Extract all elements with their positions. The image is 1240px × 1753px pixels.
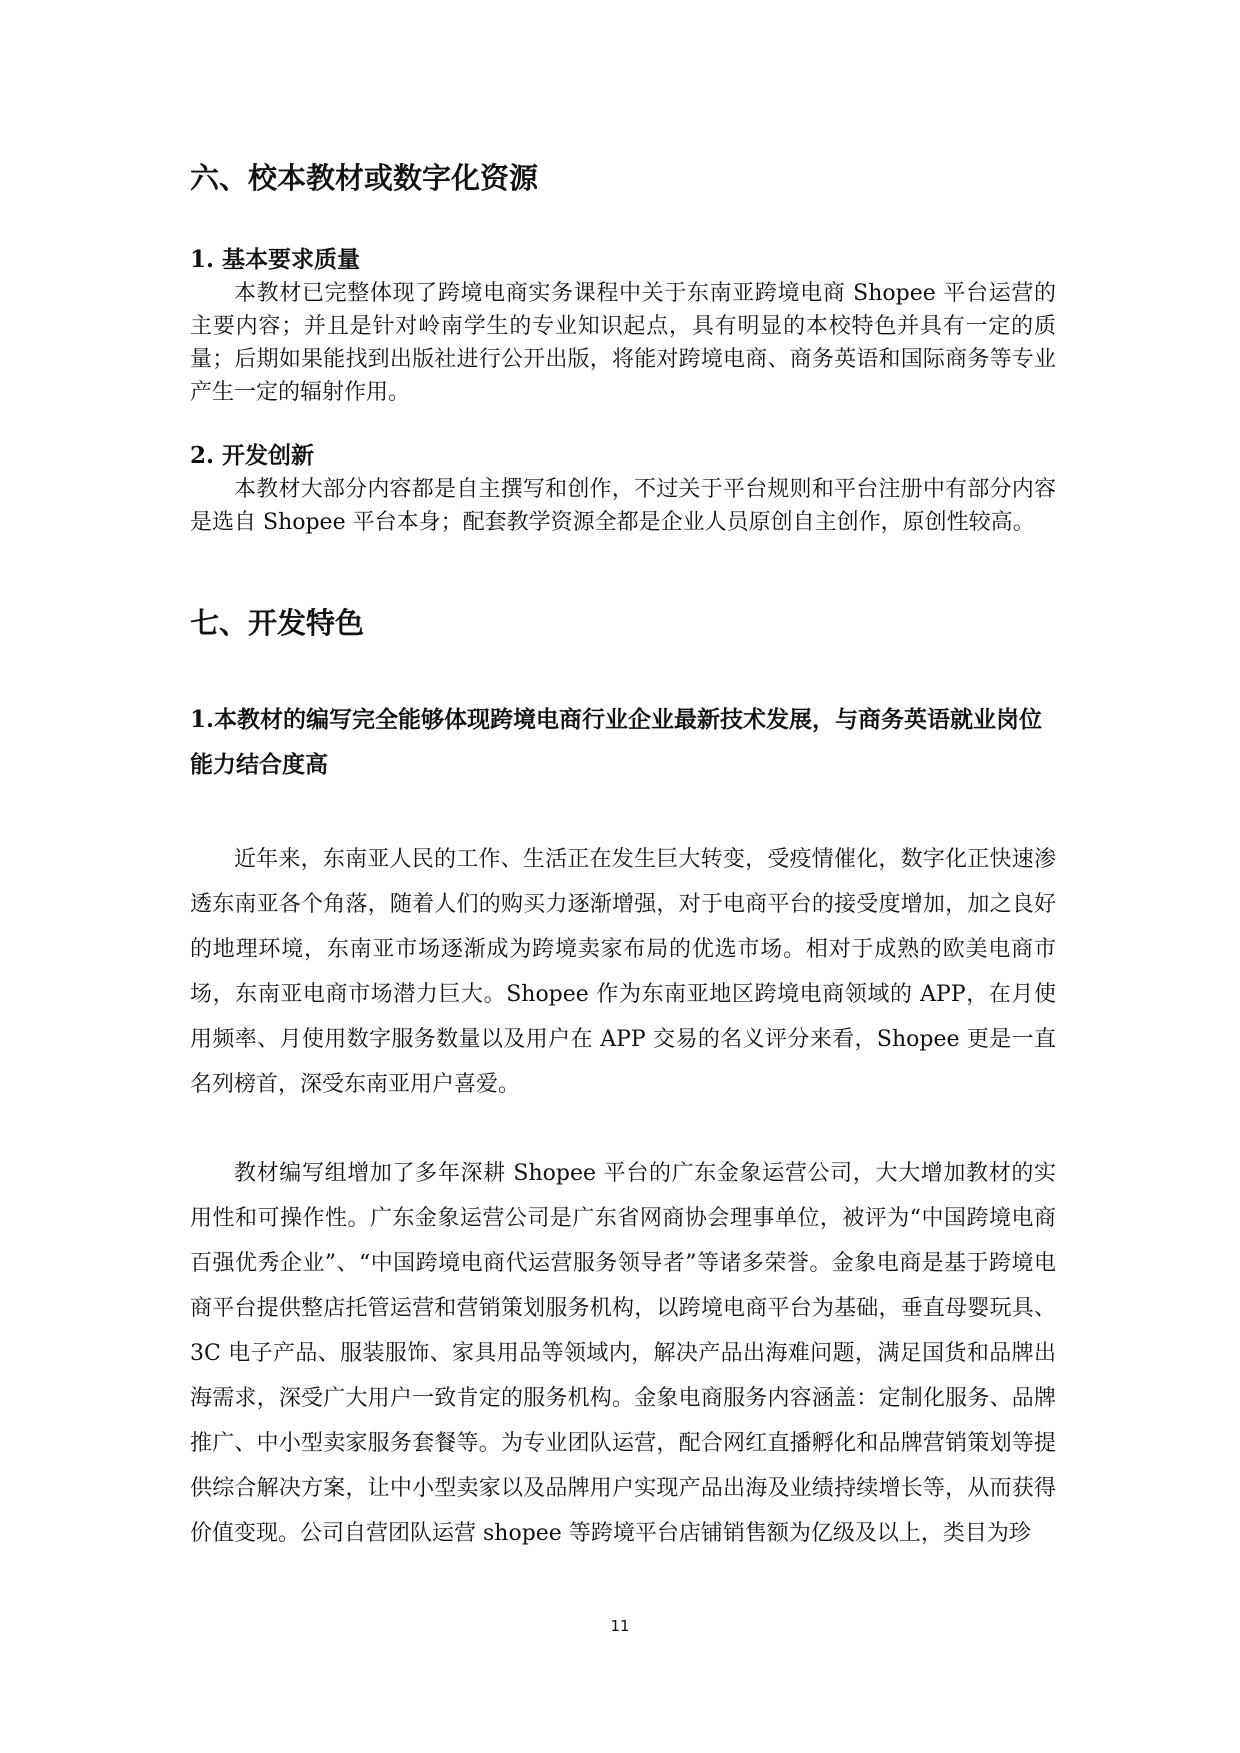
section-6-1-body: 本教材已完整体现了跨境电商实务课程中关于东南亚跨境电商 Shopee 平台运营的主要内容；并且是针对岭南学生的专业知识起点，具有明显的本校特色并具有一定的质量；后期如果能找到出版社进行公开出版，将能对跨境电商、商务英语和国际商务等专业产生一定的辐射作用。: [190, 281, 1056, 405]
section-6-2-heading: 2. 开发创新: [190, 442, 315, 469]
section-6-heading: 六、校本教材或数字化资源: [190, 161, 539, 195]
section-7-heading: 七、开发特色: [190, 606, 365, 640]
section-7-1-paragraph-1: 近年来，东南亚人民的工作、生活正在发生巨大转变，受疫情催化，数字化正快速渗透东南亚各个角落，随着人们的购买力逐渐增强，对于电商平台的接受度增加，加之良好的地理环境，东南亚市场逐渐成为跨境卖家布局的优选市场。相对于成熟的欧美电商市场，东南亚电商市场潜力巨大。Shopee 作为东南亚地区跨境电商领域的 APP，在月使用频率、月使用数字服务数量以及用户在 APP 交易的名义评分来看，Shopee 更是一直名列榜首，深受东南亚用户喜爱。: [190, 847, 1056, 1097]
section-6-1-heading: 1. 基本要求质量: [190, 246, 361, 273]
section-7-1-heading: 1.本教材的编写完全能够体现跨境电商行业企业最新技术发展，与商务英语就业岗位能力结合度高: [190, 706, 1043, 778]
section-6-2-body: 本教材大部分内容都是自主撰写和创作，不过关于平台规则和平台注册中有部分内容是选自 Shopee 平台本身；配套教学资源全都是企业人员原创自主创作，原创性较高。: [190, 477, 1056, 535]
page-number: 11: [610, 1617, 630, 1635]
section-7-1-paragraph-2: 教材编写组增加了多年深耕 Shopee 平台的广东金象运营公司，大大增加教材的实用性和可操作性。广东金象运营公司是广东省网商协会理事单位，被评为“中国跨境电商百强优秀企业”、“中国跨境电商代运营服务领导者”等诸多荣誉。金象电商是基于跨境电商平台提供整店托管运营和营销策划服务机构，以跨境电商平台为基础，垂直母婴玩具、3C 电子产品、服装服饰、家具用品等领域内，解决产品出海难问题，满足国货和品牌出海需求，深受广大用户一致肯定的服务机构。金象电商服务内容涵盖：定制化服务、品牌推广、中小型卖家服务套餐等。为专业团队运营，配合网红直播孵化和品牌营销策划等提供综合解决方案，让中小型卖家以及品牌用户实现产品出海及业绩持续增长等，从而获得价值变现。公司自营团队运营 shopee 等跨境平台店铺销售额为亿级及以上，类目为珍: [190, 1161, 1056, 1546]
